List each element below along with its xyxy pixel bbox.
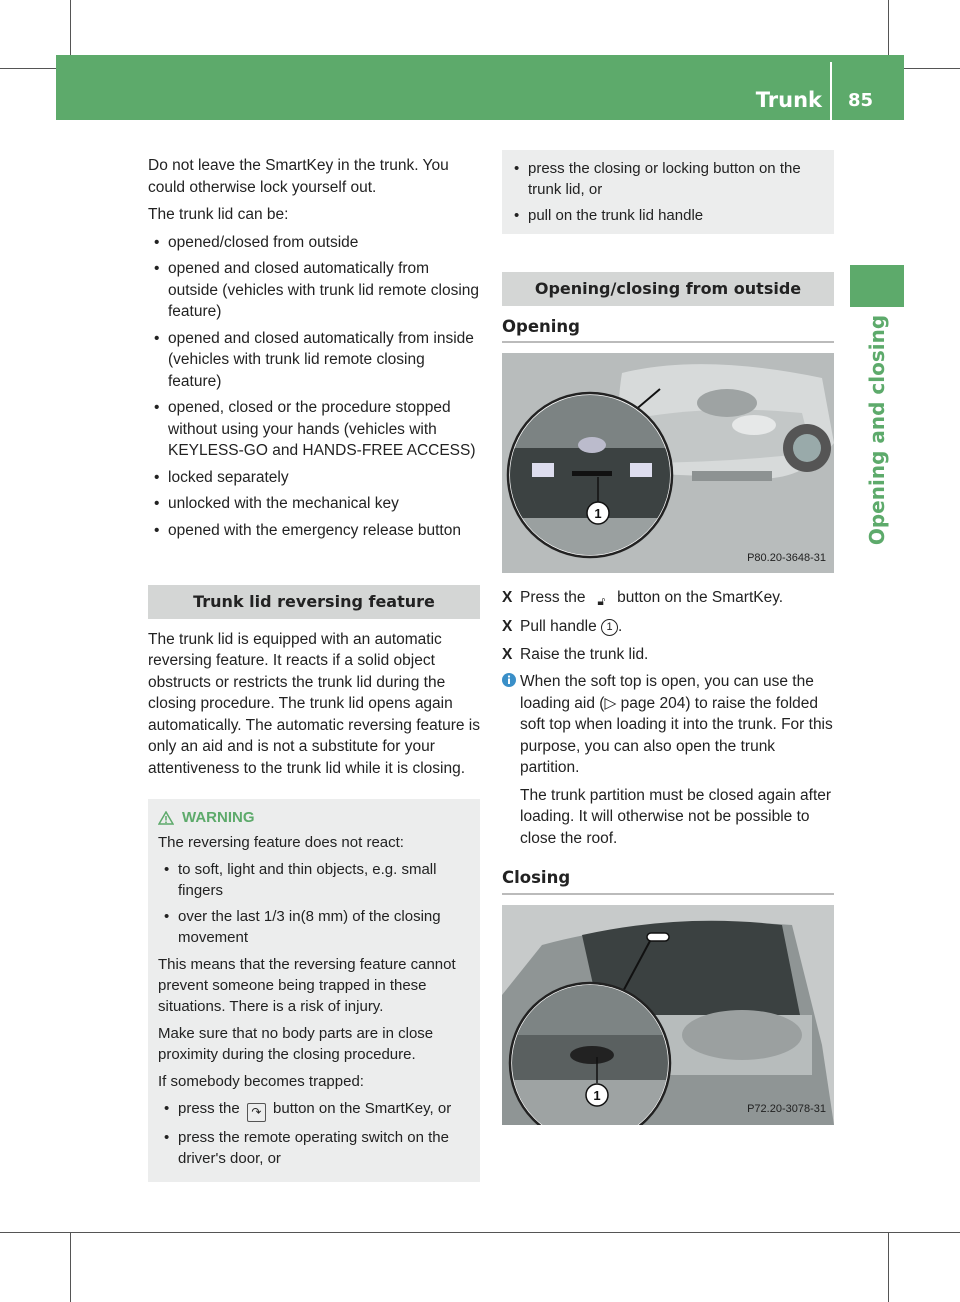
step-item (502, 587, 834, 610)
step-item (502, 616, 834, 638)
figure-caption: P72.20-3078-31 (747, 1103, 826, 1115)
header-title: Trunk (755, 88, 822, 112)
text-span: button on the SmartKey, or (273, 1100, 452, 1117)
intro-paragraph: Do not leave the SmartKey in the trunk. You could otherwise lock yourself out. (148, 157, 449, 196)
crop-mark (70, 1232, 71, 1302)
list-item: • opened with the emergency release button (148, 520, 480, 542)
text-span: Raise the trunk lid. (520, 645, 649, 663)
text-span: Press the (520, 589, 586, 606)
warning-triangle-icon (158, 811, 174, 825)
warning-text: If somebody becomes trapped: (158, 1073, 364, 1090)
subheading-opening: Opening (502, 316, 834, 344)
warning-text: Make sure that no body parts are in close proximity during the closing procedure. (158, 1025, 434, 1063)
callout-1: 1 (601, 619, 618, 636)
section-side-label: Opening and closing (865, 314, 889, 546)
step-arrow-icon: X (502, 645, 513, 663)
step-arrow-icon: X (502, 589, 513, 606)
close-trunk-button-icon: ↷ (247, 1103, 266, 1122)
list-item: • opened and closed automatically from outside (vehicles with trunk lid remote closing feature) (148, 258, 480, 323)
opening-figure (502, 353, 834, 573)
figure-caption: P80.20-3648-31 (747, 551, 826, 564)
warning-actions-list (158, 1098, 472, 1169)
info-text: When the soft top is open, you can use the loading aid (▷ page 204) to raise the folded soft top when loading it into the trunk. For this purpose, you can also open the trunk partition. (520, 673, 833, 776)
list-item: • press the closing or locking button on the trunk lid, or (508, 158, 826, 200)
list-item (158, 1098, 472, 1122)
continued-list (508, 158, 826, 226)
page-number: 85 (848, 90, 874, 111)
opening-illustration (502, 353, 834, 573)
closing-illustration (502, 905, 834, 1125)
section-heading: Opening/closing from outside (502, 272, 834, 306)
unlock-button-icon: 🔓︎ (597, 594, 606, 608)
list-item: • opened/closed from outside (148, 232, 480, 254)
trunk-lid-options-list (148, 232, 480, 542)
section-heading: Trunk lid reversing feature (148, 585, 480, 619)
list-item: • over the last 1/3 in(8 mm) of the closing movement (158, 906, 472, 948)
crop-mark (888, 1232, 889, 1302)
warning-text: This means that the reversing feature cannot prevent someone being trapped in these situations. There is a risk of injury. (158, 956, 456, 1015)
warning-text: The reversing feature does not react: (158, 834, 404, 851)
text-span: button on the SmartKey. (617, 589, 784, 606)
opening-steps (502, 587, 834, 665)
list-item: • unlocked with the mechanical key (148, 493, 480, 515)
info-text: The trunk partition must be closed again after loading. It will otherwise not be possible to close the roof. (520, 786, 832, 847)
text-span: . (618, 618, 623, 635)
reversing-paragraph: The trunk lid is equipped with an automatic reversing feature. It reacts if a solid object obstructs or restricts the trunk lid during the closing procedure. The trunk lid opens again automatically. The automatic reversing feature is only an aid and is not a substitute for your attentiveness to the trunk lid while it is closing. (148, 630, 480, 777)
callout-1: 1 (594, 506, 602, 521)
subheading-closing: Closing (502, 867, 834, 895)
right-column (502, 150, 834, 1125)
side-tab (850, 265, 904, 307)
left-column (148, 155, 480, 1182)
list-item: • opened, closed or the procedure stopped without using your hands (vehicles with KEYLESS-GO and HANDS-FREE ACCESS) (148, 397, 480, 462)
warning-list (158, 859, 472, 948)
closing-figure (502, 905, 834, 1125)
list-item: • pull on the trunk lid handle (508, 205, 826, 226)
text-span: Pull handle (520, 618, 597, 635)
warning-box (148, 799, 480, 1182)
list-item: • opened and closed automatically from inside (vehicles with trunk lid remote closing feature) (148, 328, 480, 393)
list-item: • press the remote operating switch on the driver's door, or (158, 1127, 472, 1169)
header-divider (830, 62, 832, 120)
list-item: • locked separately (148, 467, 480, 489)
list-item: • to soft, light and thin objects, e.g. small fingers (158, 859, 472, 901)
step-arrow-icon: X (502, 618, 513, 635)
info-note (502, 671, 834, 849)
continued-list-box (502, 150, 834, 234)
step-item (502, 644, 834, 666)
callout-1: 1 (593, 1087, 601, 1103)
info-icon (502, 673, 516, 687)
warning-title: WARNING (182, 809, 255, 826)
crop-mark (0, 1232, 960, 1233)
text-span: press the (178, 1100, 240, 1117)
warning-heading (158, 807, 472, 828)
intro-paragraph: The trunk lid can be: (148, 206, 289, 223)
